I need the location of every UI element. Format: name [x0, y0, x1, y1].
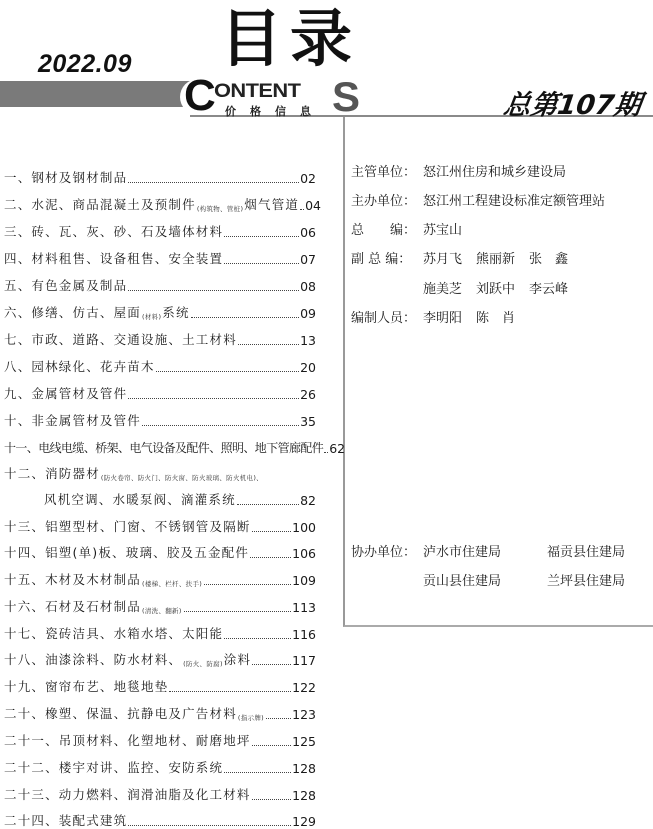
leader-dots: [237, 504, 299, 505]
leader-dots: [128, 825, 291, 826]
leader-dots: [224, 638, 291, 639]
contents-logo-text: ONTENT: [214, 81, 301, 102]
toc-entry[interactable]: 十四、铝塑(单)板、玻璃、胶及五金配件 106: [4, 545, 316, 561]
co-organizers-row-2: 贡山县住建局 兰坪县住建局: [423, 574, 626, 589]
toc-entry[interactable]: 十八、油漆涂料、防水材料、 (防火、防腐) 涂料 117: [4, 652, 316, 668]
page-title: 目录: [220, 2, 361, 75]
toc-entry[interactable]: 六、修缮、仿古、屋面 (材料) 系统 09: [4, 305, 316, 321]
leader-dots: [169, 691, 291, 692]
toc-entry[interactable]: 十五、木材及木材制品 (楼梯、栏杆、扶手) 109: [4, 572, 316, 588]
toc-entry[interactable]: 十三、铝塑型材、门窗、不锈钢管及隔断 100: [4, 519, 316, 535]
leader-dots: [128, 398, 299, 399]
toc-entry[interactable]: 四、材料租售、设备租售、安全装置 07: [4, 251, 316, 267]
toc-entry[interactable]: 二十一、吊顶材料、化塑地材、耐磨地坪 125: [4, 733, 316, 749]
leader-dots: [224, 772, 291, 773]
toc-entry[interactable]: 二十二、楼宇对讲、监控、安防系统 128: [4, 760, 316, 776]
toc-entry[interactable]: 一、钢材及钢材制品 02: [4, 170, 316, 186]
toc-entry[interactable]: 七、市政、道路、交通设施、土工材料 13: [4, 332, 316, 348]
deputy-editor-row-2: 施美芝 刘跃中 李云峰: [423, 282, 569, 297]
leader-dots: [238, 344, 299, 345]
toc-entry[interactable]: 二、水泥、商品混凝土及预制件 (构筑物、管桩) 烟气管道 04: [4, 197, 322, 213]
leader-dots: [224, 236, 299, 237]
toc-entry[interactable]: 五、有色金属及制品 08: [4, 278, 316, 294]
deputy-editor-row: 副 总 编： 苏月飞 熊丽新 张 鑫: [351, 252, 569, 267]
toc-entry-continued[interactable]: 风机空调、水暖泵阀、滴灌系统 82: [44, 492, 316, 508]
toc-entry[interactable]: 十二、消防器材 (防火卷帘、防火门、防火窗、防火玻璃、防火机电)、: [4, 466, 263, 482]
leader-dots: [250, 557, 291, 558]
chief-editor-row: 总 编： 苏宝山: [351, 223, 463, 238]
leader-dots: [156, 371, 299, 372]
toc-entry[interactable]: 九、金属管材及管件 26: [4, 386, 316, 402]
toc-entry[interactable]: 十六、石材及石材制品 (清洗、翻新) 113: [4, 599, 316, 615]
leader-dots: [142, 425, 299, 426]
contents-logo-c: C: [184, 71, 216, 120]
leader-dots: [252, 799, 292, 800]
toc-entry[interactable]: 二十四、装配式建筑 129: [4, 813, 316, 829]
banner-bar: [0, 81, 190, 107]
contents-logo-s: S: [332, 73, 361, 120]
toc-entry[interactable]: 十九、窗帘布艺、地毯地垫 122: [4, 679, 316, 695]
toc-entry[interactable]: 十七、瓷砖洁具、水箱水塔、太阳能 116: [4, 626, 316, 642]
leader-dots: [252, 664, 291, 665]
sponsor-row: 主办单位： 怒江州工程建设标准定额管理站: [351, 194, 606, 209]
leader-dots: [128, 182, 299, 183]
leader-dots: [324, 452, 328, 453]
leader-dots: [266, 718, 291, 719]
leader-dots: [252, 531, 292, 532]
leader-dots: [184, 611, 291, 612]
leader-dots: [204, 584, 291, 585]
supervisor-row: 主管单位： 怒江州住房和城乡建设局: [351, 165, 567, 180]
toc-entry[interactable]: 二十三、动力燃料、润滑油脂及化工材料 128: [4, 787, 316, 803]
toc-entry[interactable]: 二十、橡塑、保温、抗静电及广告材料 (指示牌) 123: [4, 706, 316, 722]
toc-entry[interactable]: 十、非金属管材及管件 35: [4, 413, 316, 429]
issue-date: 2022.09: [38, 50, 132, 78]
leader-dots: [300, 209, 304, 210]
toc-entry[interactable]: 八、园林绿化、花卉苗木 20: [4, 359, 316, 375]
toc-entry[interactable]: 十一、电线电缆、桥架、电气设备及配件、照明、地下管廊配件 62: [4, 441, 346, 456]
toc-entry[interactable]: 三、砖、瓦、灰、砂、石及墙体材料 06: [4, 224, 316, 240]
leader-dots: [224, 263, 299, 264]
leader-dots: [252, 745, 292, 746]
contents-logo-subtitle: 价格信息: [225, 105, 325, 118]
leader-dots: [191, 317, 299, 318]
compilers-row: 编制人员： 李明阳 陈 肖: [351, 311, 516, 326]
leader-dots: [128, 290, 299, 291]
co-organizers-row: 协办单位： 泸水市住建局 福贡县住建局: [351, 545, 626, 560]
issue-number: 总第107期: [501, 90, 643, 121]
